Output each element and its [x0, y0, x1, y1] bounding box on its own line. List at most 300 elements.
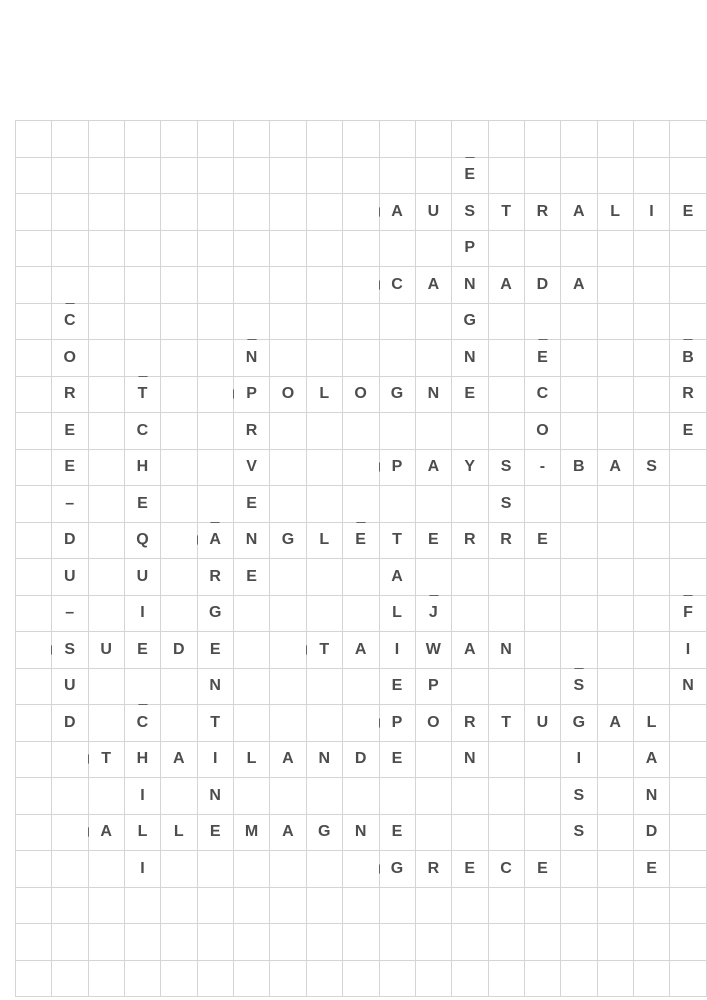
empty-cell[interactable] — [415, 887, 451, 924]
letter-cell[interactable]: I — [379, 632, 415, 669]
letter-cell[interactable]: – — [52, 595, 88, 632]
empty-cell[interactable] — [16, 559, 52, 596]
empty-cell[interactable] — [343, 413, 379, 450]
letter-cell[interactable]: I — [634, 194, 670, 231]
empty-cell[interactable] — [16, 230, 52, 267]
letter-cell[interactable]: E — [415, 522, 451, 559]
empty-cell[interactable] — [561, 413, 597, 450]
empty-cell[interactable] — [125, 960, 161, 997]
empty-cell[interactable] — [88, 486, 124, 523]
letter-cell[interactable]: E — [52, 413, 88, 450]
letter-cell[interactable]: U — [415, 194, 451, 231]
letter-cell[interactable]: A — [270, 741, 306, 778]
clue-cell[interactable] — [670, 559, 707, 596]
clue-cell[interactable] — [125, 340, 161, 377]
letter-cell[interactable]: T — [306, 632, 342, 669]
empty-cell[interactable] — [125, 887, 161, 924]
empty-cell[interactable] — [634, 267, 670, 304]
letter-cell[interactable]: A — [597, 449, 633, 486]
empty-cell[interactable] — [234, 157, 270, 194]
letter-cell[interactable]: E — [234, 486, 270, 523]
empty-cell[interactable] — [597, 376, 633, 413]
empty-cell[interactable] — [597, 340, 633, 377]
empty-cell[interactable] — [525, 230, 561, 267]
letter-cell[interactable]: E — [452, 851, 488, 888]
empty-cell[interactable] — [379, 887, 415, 924]
clue-cell[interactable] — [197, 376, 233, 413]
empty-cell[interactable] — [234, 887, 270, 924]
letter-cell[interactable]: C — [525, 376, 561, 413]
empty-cell[interactable] — [88, 121, 124, 158]
empty-cell[interactable] — [525, 632, 561, 669]
letter-cell[interactable]: A — [415, 267, 451, 304]
empty-cell[interactable] — [161, 559, 197, 596]
empty-cell[interactable] — [16, 376, 52, 413]
clue-cell[interactable] — [415, 559, 451, 596]
clue-cell[interactable] — [343, 851, 379, 888]
empty-cell[interactable] — [88, 230, 124, 267]
empty-cell[interactable] — [270, 778, 306, 815]
empty-cell[interactable] — [343, 340, 379, 377]
empty-cell[interactable] — [88, 778, 124, 815]
empty-cell[interactable] — [597, 121, 633, 158]
letter-cell[interactable]: B — [561, 449, 597, 486]
empty-cell[interactable] — [634, 376, 670, 413]
letter-cell[interactable]: J — [415, 595, 451, 632]
empty-cell[interactable] — [161, 157, 197, 194]
empty-cell[interactable] — [488, 413, 524, 450]
letter-cell[interactable]: D — [634, 814, 670, 851]
letter-cell[interactable]: E — [52, 449, 88, 486]
letter-cell[interactable]: T — [125, 376, 161, 413]
letter-cell[interactable]: E — [670, 194, 707, 231]
empty-cell[interactable] — [525, 924, 561, 961]
clue-cell[interactable] — [197, 486, 233, 523]
empty-cell[interactable] — [88, 303, 124, 340]
empty-cell[interactable] — [597, 814, 633, 851]
empty-cell[interactable] — [634, 632, 670, 669]
empty-cell[interactable] — [597, 960, 633, 997]
empty-cell[interactable] — [488, 559, 524, 596]
empty-cell[interactable] — [379, 157, 415, 194]
empty-cell[interactable] — [561, 376, 597, 413]
empty-cell[interactable] — [16, 778, 52, 815]
empty-cell[interactable] — [16, 413, 52, 450]
empty-cell[interactable] — [561, 924, 597, 961]
letter-cell[interactable]: L — [161, 814, 197, 851]
empty-cell[interactable] — [234, 960, 270, 997]
letter-cell[interactable]: E — [379, 668, 415, 705]
empty-cell[interactable] — [343, 559, 379, 596]
empty-cell[interactable] — [270, 960, 306, 997]
empty-cell[interactable] — [125, 267, 161, 304]
empty-cell[interactable] — [52, 157, 88, 194]
letter-cell[interactable]: S — [52, 632, 88, 669]
empty-cell[interactable] — [597, 267, 633, 304]
letter-cell[interactable]: L — [306, 376, 342, 413]
empty-cell[interactable] — [634, 559, 670, 596]
empty-cell[interactable] — [561, 960, 597, 997]
empty-cell[interactable] — [415, 814, 451, 851]
letter-cell[interactable]: S — [561, 778, 597, 815]
empty-cell[interactable] — [306, 121, 342, 158]
clue-cell[interactable] — [16, 632, 52, 669]
letter-cell[interactable]: A — [197, 522, 233, 559]
empty-cell[interactable] — [488, 960, 524, 997]
letter-cell[interactable]: L — [125, 814, 161, 851]
letter-cell[interactable]: A — [379, 559, 415, 596]
letter-cell[interactable]: P — [234, 376, 270, 413]
empty-cell[interactable] — [270, 449, 306, 486]
letter-cell[interactable]: E — [670, 413, 707, 450]
empty-cell[interactable] — [306, 303, 342, 340]
empty-cell[interactable] — [452, 559, 488, 596]
empty-cell[interactable] — [52, 230, 88, 267]
clue-cell[interactable] — [343, 705, 379, 742]
letter-cell[interactable]: I — [197, 741, 233, 778]
empty-cell[interactable] — [161, 267, 197, 304]
empty-cell[interactable] — [161, 230, 197, 267]
letter-cell[interactable]: D — [52, 705, 88, 742]
empty-cell[interactable] — [597, 778, 633, 815]
empty-cell[interactable] — [525, 960, 561, 997]
empty-cell[interactable] — [415, 303, 451, 340]
empty-cell[interactable] — [16, 267, 52, 304]
letter-cell[interactable]: U — [525, 705, 561, 742]
empty-cell[interactable] — [88, 887, 124, 924]
empty-cell[interactable] — [452, 887, 488, 924]
empty-cell[interactable] — [634, 413, 670, 450]
empty-cell[interactable] — [161, 851, 197, 888]
empty-cell[interactable] — [234, 778, 270, 815]
empty-cell[interactable] — [270, 194, 306, 231]
empty-cell[interactable] — [161, 413, 197, 450]
empty-cell[interactable] — [234, 595, 270, 632]
empty-cell[interactable] — [488, 303, 524, 340]
empty-cell[interactable] — [306, 413, 342, 450]
empty-cell[interactable] — [270, 340, 306, 377]
empty-cell[interactable] — [597, 595, 633, 632]
empty-cell[interactable] — [88, 522, 124, 559]
empty-cell[interactable] — [16, 960, 52, 997]
empty-cell[interactable] — [343, 924, 379, 961]
empty-cell[interactable] — [234, 668, 270, 705]
empty-cell[interactable] — [161, 121, 197, 158]
letter-cell[interactable]: N — [452, 267, 488, 304]
empty-cell[interactable] — [452, 960, 488, 997]
empty-cell[interactable] — [234, 924, 270, 961]
empty-cell[interactable] — [125, 121, 161, 158]
empty-cell[interactable] — [634, 924, 670, 961]
empty-cell[interactable] — [270, 267, 306, 304]
empty-cell[interactable] — [125, 157, 161, 194]
empty-cell[interactable] — [343, 121, 379, 158]
letter-cell[interactable]: N — [452, 741, 488, 778]
letter-cell[interactable]: N — [197, 778, 233, 815]
letter-cell[interactable]: Y — [452, 449, 488, 486]
empty-cell[interactable] — [161, 194, 197, 231]
empty-cell[interactable] — [634, 486, 670, 523]
empty-cell[interactable] — [597, 632, 633, 669]
empty-cell[interactable] — [415, 960, 451, 997]
empty-cell[interactable] — [234, 267, 270, 304]
empty-cell[interactable] — [670, 157, 707, 194]
empty-cell[interactable] — [670, 121, 707, 158]
letter-cell[interactable]: T — [488, 194, 524, 231]
empty-cell[interactable] — [525, 778, 561, 815]
empty-cell[interactable] — [234, 230, 270, 267]
empty-cell[interactable] — [561, 595, 597, 632]
letter-cell[interactable]: N — [234, 340, 270, 377]
empty-cell[interactable] — [16, 486, 52, 523]
letter-cell[interactable]: S — [634, 449, 670, 486]
letter-cell[interactable]: - — [525, 449, 561, 486]
empty-cell[interactable] — [234, 705, 270, 742]
empty-cell[interactable] — [670, 486, 707, 523]
empty-cell[interactable] — [597, 668, 633, 705]
empty-cell[interactable] — [597, 924, 633, 961]
empty-cell[interactable] — [161, 449, 197, 486]
empty-cell[interactable] — [197, 924, 233, 961]
letter-cell[interactable]: R — [525, 194, 561, 231]
clue-cell[interactable] — [561, 632, 597, 669]
letter-cell[interactable]: R — [452, 705, 488, 742]
empty-cell[interactable] — [379, 413, 415, 450]
empty-cell[interactable] — [379, 924, 415, 961]
empty-cell[interactable] — [88, 376, 124, 413]
empty-cell[interactable] — [197, 449, 233, 486]
empty-cell[interactable] — [343, 230, 379, 267]
letter-cell[interactable]: W — [415, 632, 451, 669]
clue-cell[interactable] — [270, 632, 306, 669]
empty-cell[interactable] — [415, 413, 451, 450]
letter-cell[interactable]: B — [670, 340, 707, 377]
empty-cell[interactable] — [16, 340, 52, 377]
empty-cell[interactable] — [16, 157, 52, 194]
empty-cell[interactable] — [161, 595, 197, 632]
empty-cell[interactable] — [379, 121, 415, 158]
empty-cell[interactable] — [670, 230, 707, 267]
empty-cell[interactable] — [415, 230, 451, 267]
letter-cell[interactable]: G — [379, 376, 415, 413]
letter-cell[interactable]: F — [670, 595, 707, 632]
letter-cell[interactable]: E — [525, 340, 561, 377]
empty-cell[interactable] — [197, 157, 233, 194]
empty-cell[interactable] — [634, 595, 670, 632]
letter-cell[interactable]: N — [488, 632, 524, 669]
letter-cell[interactable]: A — [415, 449, 451, 486]
letter-cell[interactable]: I — [125, 851, 161, 888]
empty-cell[interactable] — [561, 121, 597, 158]
empty-cell[interactable] — [561, 851, 597, 888]
empty-cell[interactable] — [88, 267, 124, 304]
letter-cell[interactable]: P — [379, 449, 415, 486]
letter-cell[interactable]: A — [561, 194, 597, 231]
letter-cell[interactable]: C — [488, 851, 524, 888]
empty-cell[interactable] — [16, 595, 52, 632]
letter-cell[interactable]: T — [488, 705, 524, 742]
empty-cell[interactable] — [16, 851, 52, 888]
letter-cell[interactable]: S — [452, 194, 488, 231]
empty-cell[interactable] — [306, 486, 342, 523]
letter-cell[interactable]: C — [52, 303, 88, 340]
empty-cell[interactable] — [670, 851, 707, 888]
empty-cell[interactable] — [670, 522, 707, 559]
empty-cell[interactable] — [670, 924, 707, 961]
letter-cell[interactable]: A — [597, 705, 633, 742]
letter-cell[interactable]: O — [270, 376, 306, 413]
letter-cell[interactable]: E — [525, 851, 561, 888]
letter-cell[interactable]: P — [379, 705, 415, 742]
empty-cell[interactable] — [343, 303, 379, 340]
empty-cell[interactable] — [379, 340, 415, 377]
letter-cell[interactable]: N — [343, 814, 379, 851]
empty-cell[interactable] — [343, 960, 379, 997]
letter-cell[interactable]: U — [52, 668, 88, 705]
empty-cell[interactable] — [415, 778, 451, 815]
letter-cell[interactable]: S — [561, 668, 597, 705]
empty-cell[interactable] — [343, 157, 379, 194]
empty-cell[interactable] — [161, 778, 197, 815]
empty-cell[interactable] — [415, 157, 451, 194]
empty-cell[interactable] — [634, 340, 670, 377]
empty-cell[interactable] — [234, 851, 270, 888]
letter-cell[interactable]: T — [88, 741, 124, 778]
letter-cell[interactable]: R — [52, 376, 88, 413]
letter-cell[interactable]: O — [343, 376, 379, 413]
letter-cell[interactable]: A — [343, 632, 379, 669]
empty-cell[interactable] — [379, 230, 415, 267]
empty-cell[interactable] — [525, 559, 561, 596]
letter-cell[interactable]: U — [52, 559, 88, 596]
empty-cell[interactable] — [525, 595, 561, 632]
letter-cell[interactable]: I — [125, 595, 161, 632]
empty-cell[interactable] — [88, 449, 124, 486]
empty-cell[interactable] — [161, 668, 197, 705]
clue-cell[interactable] — [52, 267, 88, 304]
empty-cell[interactable] — [270, 157, 306, 194]
letter-cell[interactable]: N — [634, 778, 670, 815]
empty-cell[interactable] — [88, 960, 124, 997]
letter-cell[interactable]: E — [379, 741, 415, 778]
letter-cell[interactable]: I — [561, 741, 597, 778]
empty-cell[interactable] — [306, 340, 342, 377]
empty-cell[interactable] — [306, 851, 342, 888]
empty-cell[interactable] — [488, 924, 524, 961]
empty-cell[interactable] — [597, 522, 633, 559]
letter-cell[interactable]: A — [88, 814, 124, 851]
empty-cell[interactable] — [306, 230, 342, 267]
empty-cell[interactable] — [270, 668, 306, 705]
empty-cell[interactable] — [525, 887, 561, 924]
empty-cell[interactable] — [52, 960, 88, 997]
clue-cell[interactable] — [670, 303, 707, 340]
letter-cell[interactable]: R — [452, 522, 488, 559]
letter-cell[interactable]: D — [52, 522, 88, 559]
empty-cell[interactable] — [197, 887, 233, 924]
empty-cell[interactable] — [488, 668, 524, 705]
empty-cell[interactable] — [597, 413, 633, 450]
letter-cell[interactable]: E — [197, 632, 233, 669]
empty-cell[interactable] — [452, 486, 488, 523]
empty-cell[interactable] — [306, 924, 342, 961]
empty-cell[interactable] — [488, 157, 524, 194]
letter-cell[interactable]: E — [452, 376, 488, 413]
empty-cell[interactable] — [488, 887, 524, 924]
empty-cell[interactable] — [306, 778, 342, 815]
empty-cell[interactable] — [16, 449, 52, 486]
empty-cell[interactable] — [670, 960, 707, 997]
empty-cell[interactable] — [670, 705, 707, 742]
empty-cell[interactable] — [161, 924, 197, 961]
empty-cell[interactable] — [343, 668, 379, 705]
empty-cell[interactable] — [52, 851, 88, 888]
empty-cell[interactable] — [52, 924, 88, 961]
empty-cell[interactable] — [88, 413, 124, 450]
empty-cell[interactable] — [270, 121, 306, 158]
empty-cell[interactable] — [306, 157, 342, 194]
clue-cell[interactable] — [452, 121, 488, 158]
empty-cell[interactable] — [452, 668, 488, 705]
empty-cell[interactable] — [161, 303, 197, 340]
empty-cell[interactable] — [88, 559, 124, 596]
empty-cell[interactable] — [561, 303, 597, 340]
letter-cell[interactable]: L — [379, 595, 415, 632]
letter-cell[interactable]: E — [452, 157, 488, 194]
empty-cell[interactable] — [234, 194, 270, 231]
letter-cell[interactable]: D — [343, 741, 379, 778]
empty-cell[interactable] — [306, 595, 342, 632]
empty-cell[interactable] — [343, 778, 379, 815]
empty-cell[interactable] — [161, 376, 197, 413]
letter-cell[interactable]: A — [270, 814, 306, 851]
empty-cell[interactable] — [343, 595, 379, 632]
empty-cell[interactable] — [52, 778, 88, 815]
empty-cell[interactable] — [634, 121, 670, 158]
letter-cell[interactable]: C — [379, 267, 415, 304]
letter-cell[interactable]: L — [634, 705, 670, 742]
letter-cell[interactable]: M — [234, 814, 270, 851]
empty-cell[interactable] — [597, 887, 633, 924]
empty-cell[interactable] — [270, 486, 306, 523]
empty-cell[interactable] — [16, 814, 52, 851]
empty-cell[interactable] — [270, 303, 306, 340]
empty-cell[interactable] — [561, 230, 597, 267]
empty-cell[interactable] — [561, 340, 597, 377]
empty-cell[interactable] — [16, 522, 52, 559]
empty-cell[interactable] — [561, 157, 597, 194]
empty-cell[interactable] — [125, 194, 161, 231]
clue-cell[interactable] — [52, 814, 88, 851]
empty-cell[interactable] — [634, 887, 670, 924]
empty-cell[interactable] — [88, 194, 124, 231]
empty-cell[interactable] — [306, 668, 342, 705]
empty-cell[interactable] — [197, 303, 233, 340]
empty-cell[interactable] — [161, 887, 197, 924]
clue-cell[interactable] — [343, 267, 379, 304]
letter-cell[interactable]: O — [52, 340, 88, 377]
empty-cell[interactable] — [525, 486, 561, 523]
letter-cell[interactable]: N — [670, 668, 707, 705]
empty-cell[interactable] — [306, 449, 342, 486]
empty-cell[interactable] — [16, 668, 52, 705]
letter-cell[interactable]: L — [234, 741, 270, 778]
letter-cell[interactable]: N — [306, 741, 342, 778]
empty-cell[interactable] — [597, 486, 633, 523]
empty-cell[interactable] — [270, 230, 306, 267]
empty-cell[interactable] — [234, 121, 270, 158]
empty-cell[interactable] — [561, 522, 597, 559]
